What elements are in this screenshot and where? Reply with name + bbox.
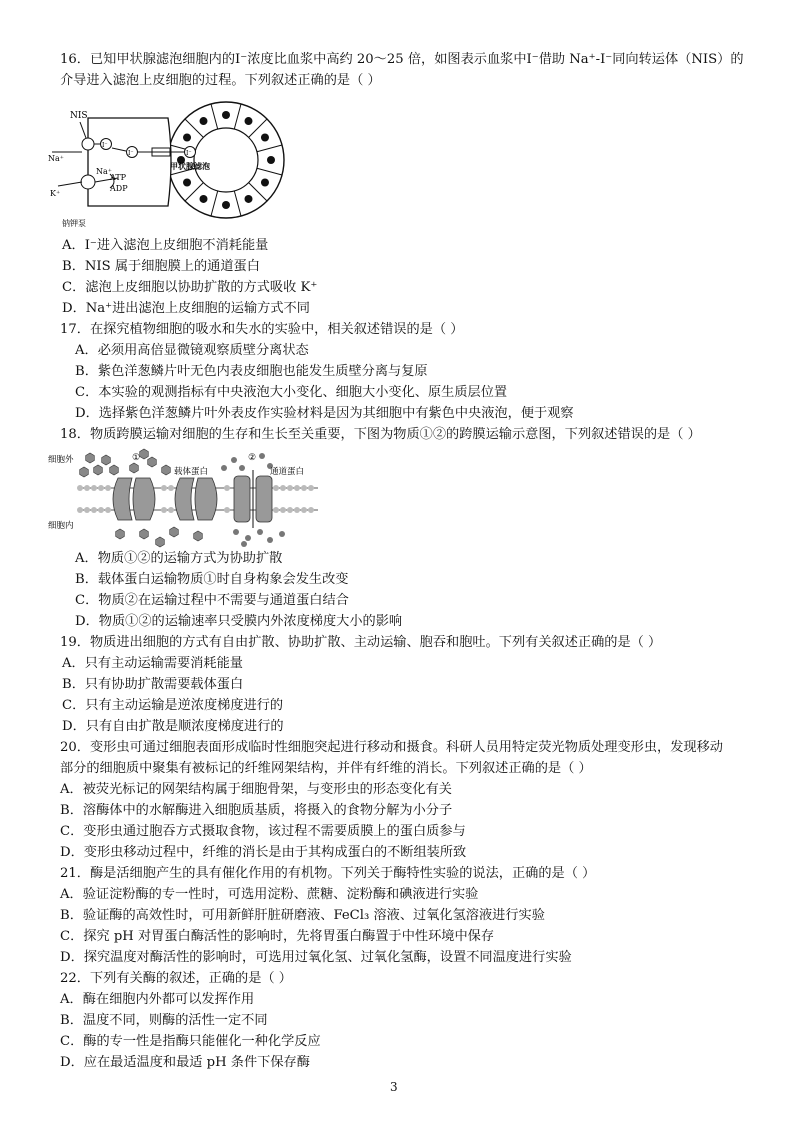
label-i3: I⁻ xyxy=(186,150,192,157)
q19-stem: 19．物质进出细胞的方式有自由扩散、协助扩散、主动运输、胞吞和胞吐。下列有关叙述正确的是（ ） xyxy=(60,635,662,650)
lipid-head xyxy=(84,485,90,491)
page-number: 3 xyxy=(390,1080,398,1094)
label-k: K⁺ xyxy=(50,189,61,198)
cell-boundary xyxy=(257,145,282,152)
lipid-head xyxy=(301,507,307,513)
hexagon-molecule xyxy=(162,465,171,475)
label-i1: I⁻ xyxy=(102,142,108,149)
q16-option-d: D．Na⁺进出滤泡上皮细胞的运输方式不同 xyxy=(62,301,310,316)
label-pump: 钠钾泵 xyxy=(62,219,86,228)
follicle-nucleus xyxy=(222,111,230,119)
q21-option-c: C．探究 pH 对胃蛋白酶活性的影响时，先将胃蛋白酶置于中性环境中保存 xyxy=(60,929,495,944)
q19-option-b: B．只有协助扩散需要载体蛋白 xyxy=(62,677,244,692)
lipid-head xyxy=(168,507,174,513)
lipid-head xyxy=(224,485,230,491)
label-follicle: 甲状腺滤泡 xyxy=(170,162,210,171)
label-m1: ① xyxy=(132,453,141,463)
small-molecule xyxy=(233,529,239,535)
hexagon-molecule xyxy=(130,463,139,473)
lipid-head xyxy=(280,485,286,491)
lipid-head xyxy=(308,485,314,491)
q22-option-b: B．温度不同，则酶的活性一定不同 xyxy=(60,1013,268,1028)
q20-option-d: D．变形虫移动过程中，纤维的消长是由于其构成蛋白的不断组装所致 xyxy=(60,845,467,860)
q22-option-a: A．酶在细胞内外都可以发挥作用 xyxy=(60,992,255,1007)
hexagon-molecule xyxy=(102,455,111,465)
lipid-head xyxy=(98,507,104,513)
q21-stem: 21．酶是活细胞产生的具有催化作用的有机物。下列关于酶特性实验的说法，正确的是（ ） xyxy=(60,866,596,881)
q19-option-a: A．只有主动运输需要消耗能量 xyxy=(62,656,243,671)
lipid-head xyxy=(91,485,97,491)
lipid-head xyxy=(294,485,300,491)
cell-boundary xyxy=(234,191,241,216)
q20-option-a: A．被荧光标记的网架结构属于细胞骨架，与变形虫的形态变化有关 xyxy=(60,782,452,797)
hexagon-molecule xyxy=(140,449,149,459)
hexagon-molecule xyxy=(94,465,103,475)
small-molecule xyxy=(257,529,263,535)
q16-stem-line1: 16．已知甲状腺滤泡细胞内的I⁻浓度比血浆中高约 20～25 倍，如图表示血浆中I⁻借助 Na⁺-I⁻同向转运体（NIS）的 xyxy=(60,52,744,67)
lipid-head xyxy=(224,507,230,513)
q17-option-d: D．选择紫色洋葱鳞片叶外表皮作实验材料是因为其细胞中有紫色中央液泡，便于观察 xyxy=(75,406,574,421)
hexagon-molecule xyxy=(170,527,179,537)
hexagon-molecule xyxy=(148,457,157,467)
hexagon-molecule xyxy=(80,467,89,477)
label-na2: Na⁺ xyxy=(96,167,112,176)
q20-stem-line1: 20．变形虫可通过细胞表面形成临时性细胞突起进行移动和摄食。科研人员用特定荧光物质处理变形虫，发现移动 xyxy=(60,740,723,755)
small-molecule xyxy=(231,457,237,463)
label-atp: ATP xyxy=(110,173,127,182)
lipid-head xyxy=(273,485,279,491)
hexagon-molecule xyxy=(110,465,119,475)
cell-boundary xyxy=(211,191,218,216)
q16-option-a: A．I⁻进入滤泡上皮细胞不消耗能量 xyxy=(62,238,269,253)
q22-option-c: C．酶的专一性是指酶只能催化一种化学反应 xyxy=(60,1034,321,1049)
q18-option-a: A．物质①②的运输方式为协助扩散 xyxy=(75,551,283,566)
q17-option-b: B．紫色洋葱鳞片叶无色内表皮细胞也能发生质壁分离与复原 xyxy=(75,364,428,379)
cell-boundary xyxy=(211,104,218,129)
q16-option-c: C．滤泡上皮细胞以协助扩散的方式吸收 K⁺ xyxy=(62,280,318,295)
q21-option-d: D．探究温度对酶活性的影响时，可选用过氧化氢、过氧化氢酶，设置不同温度进行实验 xyxy=(60,950,572,965)
q18-membrane-transport-diagram xyxy=(48,448,328,548)
lipid-head xyxy=(294,507,300,513)
q21-option-a: A．验证淀粉酶的专一性时，可选用淀粉、蔗糖、淀粉酶和碘液进行实验 xyxy=(60,887,479,902)
q17-option-a: A．必须用高倍显微镜观察质壁分离状态 xyxy=(75,343,309,358)
label-i2: I⁻ xyxy=(128,150,134,157)
q19-option-c: C．只有主动运输是逆浓度梯度进行的 xyxy=(62,698,284,713)
small-molecule xyxy=(245,535,251,541)
q16-option-b: B．NIS 属于细胞膜上的通道蛋白 xyxy=(62,259,260,274)
lipid-head xyxy=(105,485,111,491)
cell-boundary xyxy=(257,168,282,175)
lipid-head xyxy=(308,507,314,513)
small-molecule xyxy=(239,465,245,471)
q19-option-d: D．只有自由扩散是顺浓度梯度进行的 xyxy=(62,719,284,734)
q17-option-c: C．本实验的观测指标有中央液泡大小变化、细胞大小变化、原生质层位置 xyxy=(75,385,508,400)
q21-option-b: B．验证酶的高效性时，可用新鲜肝脏研磨液、FeCl₃ 溶液、过氧化氢溶液进行实验 xyxy=(60,908,545,923)
follicle-nucleus xyxy=(200,117,208,125)
follicle-nucleus xyxy=(222,201,230,209)
q22-stem: 22．下列有关酶的叙述，正确的是（ ） xyxy=(60,971,292,986)
small-molecule xyxy=(279,531,285,537)
label-nis: NIS xyxy=(70,111,88,121)
carrier-proteins xyxy=(113,478,217,520)
hexagon-molecule xyxy=(194,531,203,541)
q22-option-d: D．应在最适温度和最适 pH 条件下保存酶 xyxy=(60,1055,310,1070)
lipid-head xyxy=(105,507,111,513)
hexagon-molecule xyxy=(156,537,165,547)
lipid-head xyxy=(168,485,174,491)
hexagon-molecule xyxy=(116,529,125,539)
q20-option-c: C．变形虫通过胞吞方式摄取食物，该过程不需要质膜上的蛋白质参与 xyxy=(60,824,466,839)
lipid-head xyxy=(273,507,279,513)
small-molecule xyxy=(221,465,227,471)
follicle-nucleus xyxy=(267,156,275,164)
epithelial-cell xyxy=(88,118,171,206)
small-molecule xyxy=(267,537,273,543)
lipid-head xyxy=(280,507,286,513)
lipid-head xyxy=(161,507,167,513)
q16-stem-line2: 介导进入滤泡上皮细胞的过程。下列叙述正确的是（ ） xyxy=(60,73,381,88)
follicle-nucleus xyxy=(261,134,269,142)
hexagon-molecule xyxy=(140,529,149,539)
label-channel: 通道蛋白 xyxy=(270,467,305,477)
label-na: Na⁺ xyxy=(48,154,64,163)
lipid-head xyxy=(84,507,90,513)
follicle-nucleus xyxy=(245,117,253,125)
q17-stem: 17．在探究植物细胞的吸水和失水的实验中，相关叙述错误的是（ ） xyxy=(60,322,464,337)
follicle-nucleus xyxy=(245,195,253,203)
lipid-head xyxy=(77,485,83,491)
small-molecule xyxy=(241,541,247,547)
follicle-nucleus xyxy=(261,179,269,187)
q16-thyroid-follicle-diagram xyxy=(48,96,288,232)
q18-option-b: B．载体蛋白运输物质①时自身构象会发生改变 xyxy=(75,572,349,587)
lipid-head xyxy=(287,507,293,513)
lipid-head xyxy=(77,507,83,513)
lipid-head xyxy=(287,485,293,491)
q18-option-c: C．物质②在运输过程中不需要与通道蛋白结合 xyxy=(75,593,349,608)
follicle-nucleus xyxy=(183,134,191,142)
lipid-head xyxy=(98,485,104,491)
hexagon-molecule xyxy=(86,453,95,463)
lipid-head xyxy=(91,507,97,513)
follicle-nucleus xyxy=(183,179,191,187)
follicle-nucleus xyxy=(200,195,208,203)
label-inside: 细胞内 xyxy=(48,521,74,531)
label-outside: 细胞外 xyxy=(48,455,74,465)
q20-stem-line2: 部分的细胞质中聚集有被标记的纤维网架结构，并伴有纤维的消长。下列叙述正确的是（ ） xyxy=(60,761,592,776)
label-m2: ② xyxy=(248,453,257,463)
q20-option-b: B．溶酶体中的水解酶进入细胞质基质，将摄入的食物分解为小分子 xyxy=(60,803,453,818)
label-adp: ADP xyxy=(110,184,128,193)
label-carrier: 载体蛋白 xyxy=(174,467,209,477)
follicle-nuclei xyxy=(170,104,282,216)
small-molecule xyxy=(259,453,265,459)
q18-option-d: D．物质①②的运输速率只受膜内外浓度梯度大小的影响 xyxy=(75,614,403,629)
cell-boundary xyxy=(234,104,241,129)
lipid-head xyxy=(161,485,167,491)
q18-stem: 18．物质跨膜运输对细胞的生存和生长至关重要，下图为物质①②的跨膜运输示意图，下列叙述错误的是（ ） xyxy=(60,427,701,442)
lipid-head xyxy=(301,485,307,491)
